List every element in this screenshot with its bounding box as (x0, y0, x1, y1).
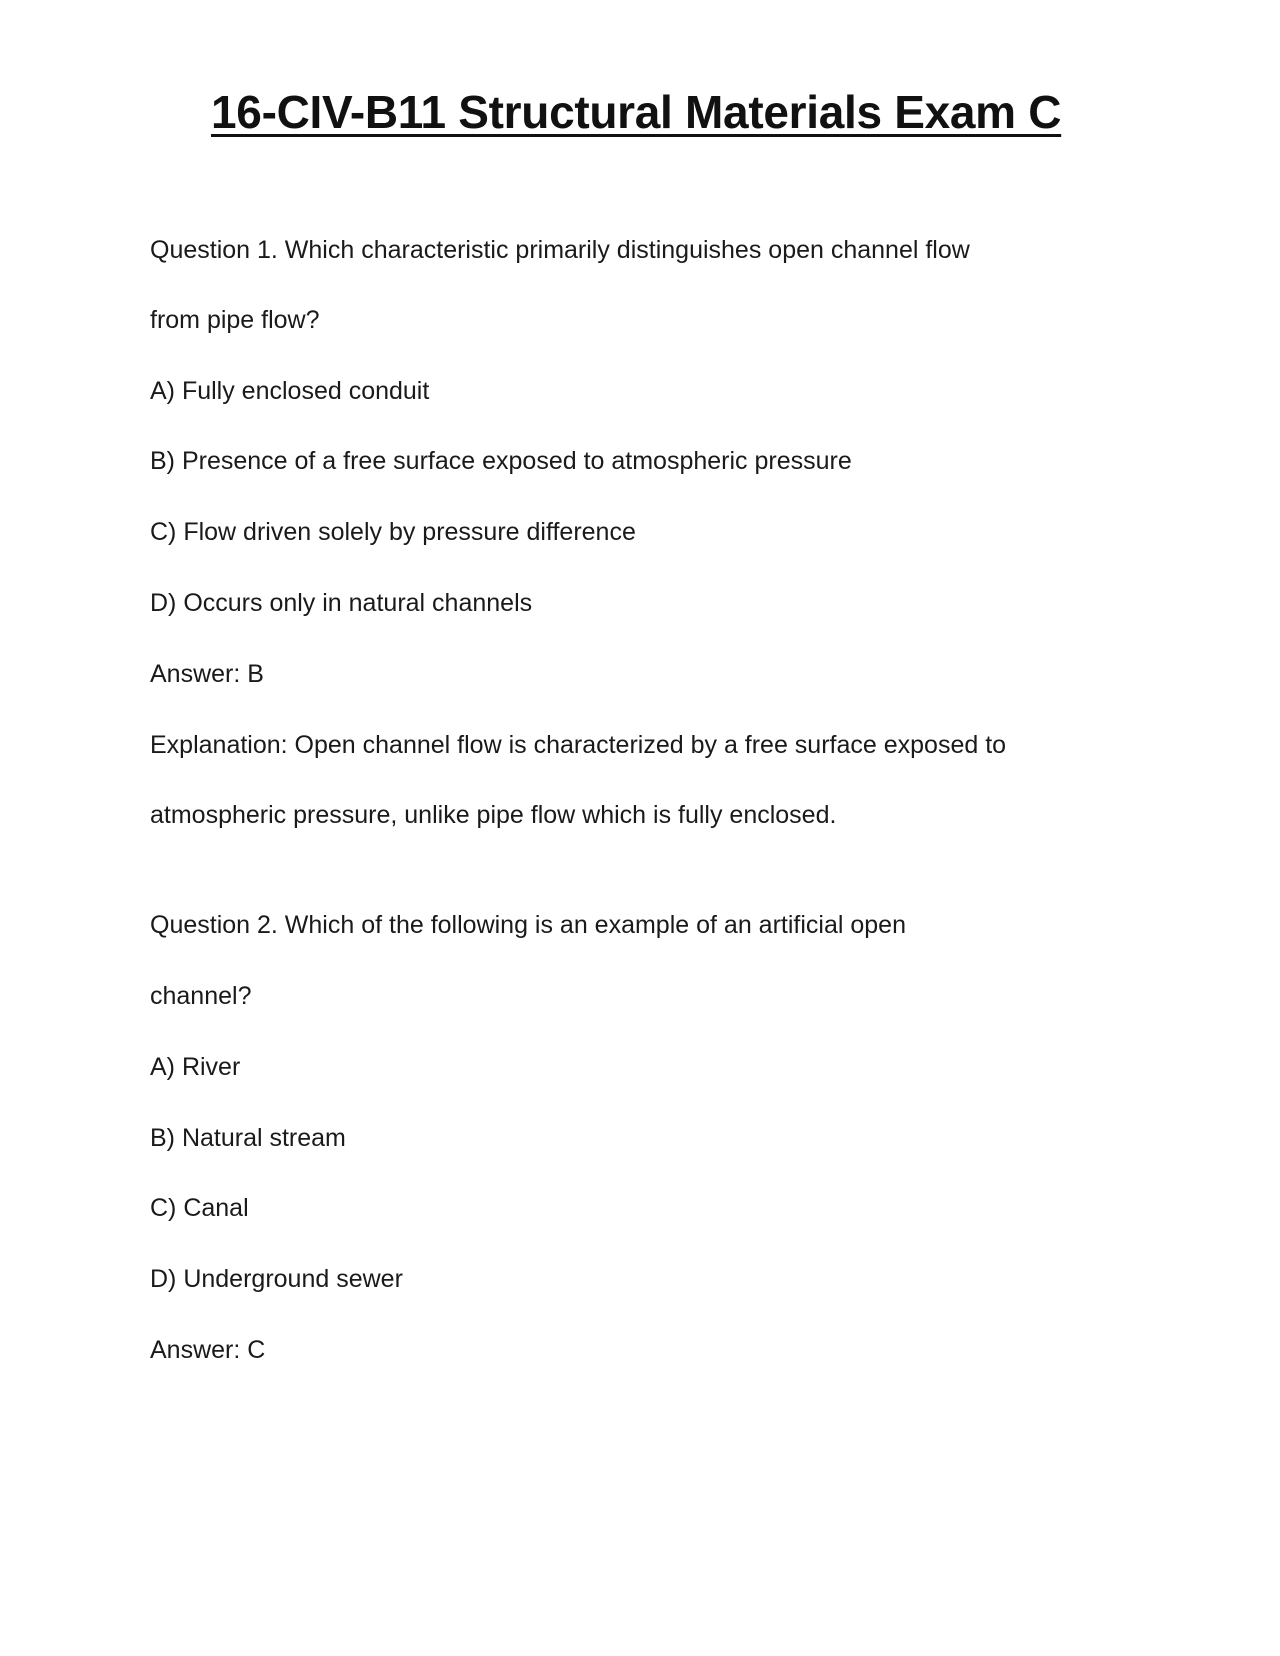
question-1-option-b: B) Presence of a free surface exposed to atmospheric pressure (150, 447, 852, 475)
question-1-option-d: D) Occurs only in natural channels (150, 589, 533, 617)
question-1-answer: Answer: B (150, 660, 264, 688)
question-2-option-d: D) Underground sewer (150, 1265, 403, 1293)
question-1-explanation-line-1: Explanation: Open channel flow is characterized by a free surface exposed to (150, 731, 1007, 759)
question-2-option-b: B) Natural stream (150, 1124, 346, 1152)
question-1-prompt-line-1: Question 1. Which characteristic primarily distinguishes open channel flow (150, 236, 970, 264)
question-2-option-c: C) Canal (150, 1194, 249, 1222)
question-2-answer: Answer: C (150, 1336, 266, 1364)
question-1-prompt-line-2: from pipe flow? (150, 306, 320, 334)
question-2-option-a: A) River (150, 1053, 241, 1081)
question-2-prompt-line-2: channel? (150, 982, 252, 1010)
question-1-option-a: A) Fully enclosed conduit (150, 377, 430, 405)
page-title: 16-CIV-B11 Structural Materials Exam C (211, 86, 1062, 138)
question-1-explanation-line-2: atmospheric pressure, unlike pipe flow which is fully enclosed. (150, 801, 837, 829)
question-2-prompt-line-1: Question 2. Which of the following is an example of an artificial open (150, 911, 906, 939)
question-1-option-c: C) Flow driven solely by pressure difference (150, 518, 636, 546)
